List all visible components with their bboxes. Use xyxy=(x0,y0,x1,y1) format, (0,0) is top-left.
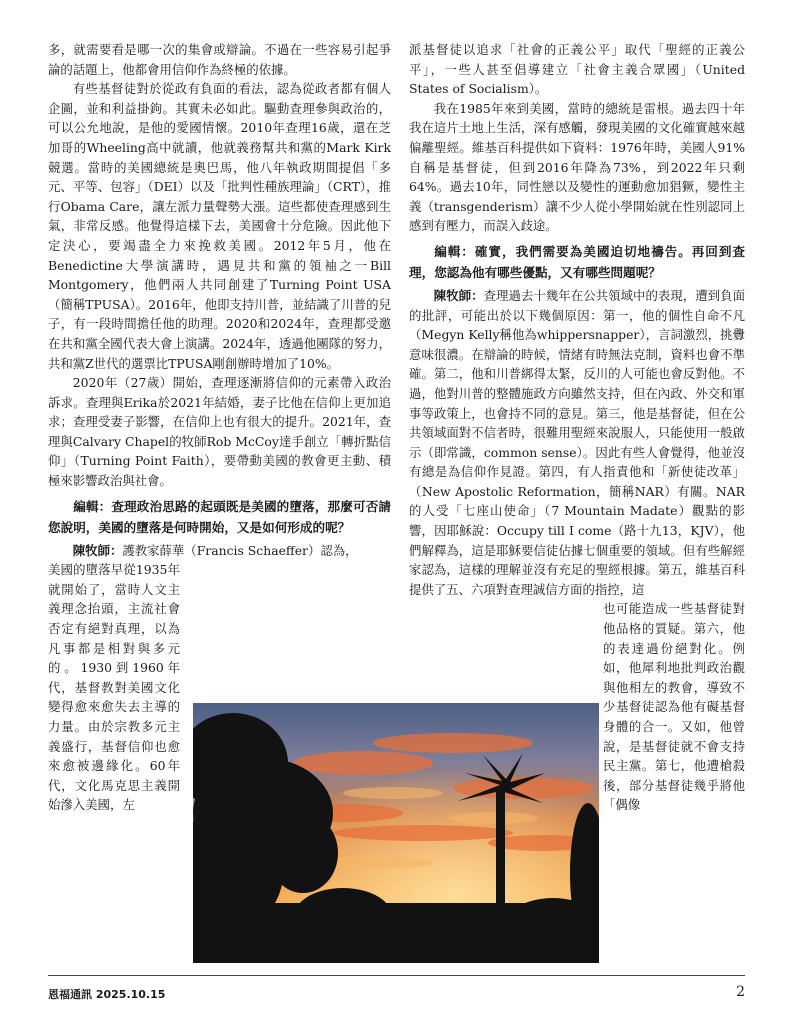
footer-divider xyxy=(48,975,745,976)
speaker-label: 陳牧師： xyxy=(72,542,123,558)
left-paragraph-3: 2020年（27歲）開始，查理逐漸將信仰的元素帶入政治訴求。查理與Erika於2021年結婚，妻子比他在信仰上更加追求；查理受妻子影響，在信仰上也有很大的提升。2021年，查理與Calvary Chapel的牧師Rob McCoy達手創立「轉折點信仰」（Turning Point Faith），要帶動美國的教會更主動、積極來影響政治與社會。 xyxy=(48,375,391,489)
editor-question-2: 編輯：確實，我們需要為美國迫切地禱告。再回到查理，您認為他有哪些優點，又有哪些問題呢？ xyxy=(409,243,745,280)
answer-2 xyxy=(409,286,745,600)
page-number: 2 xyxy=(736,984,745,1000)
publication-footer: 恩福通訊 2025.10.15 xyxy=(48,988,166,1001)
speaker-label: 陳牧師： xyxy=(433,287,484,303)
sunset-landscape-image xyxy=(193,703,599,963)
left-paragraph-2: 有些基督徒對於從政有負面的看法，認為從政者都有個人企圖，並和利益掛鉤。其實未必如此。驅動查理參與政治的，可以公允地說，是他的愛國情懷。2010年查理16歲，還在芝加哥的Wheeling高中就讀，他就義務幫共和黨的Mark Kirk競選。當時的美國總統是奧巴馬，他八年執政期間提倡「多元、平等、包容」（DEI）以及「批判性種族理論」（CRT），推行Obama Care，讓左派力量聲勢大漲。這些都使查理感到生氣，非常反感。他覺得這樣下去，美國會十分危險。因此他下定決心，要竭盡全力來挽救美國。2012年5月，他在Benedictine大學演講時，遇見共和黨的領袖之一Bill Montgomery，他們兩人共同創建了Turning Point USA（簡稱TPUSA）。2016年，他即支持川普，並結識了川普的兒子，有一段時間擔任他的助理。2020和2024年，查理都受邀在共和黨全國代表大會上演講。2024年，透過他團隊的努力，共和黨Z世代的選票比TPUSA剛創辦時增加了10%。 xyxy=(48,81,391,371)
sunset-photo xyxy=(193,703,599,963)
answer-2-wrapped-text: 也可能造成一些基督徒對他品格的質疑。第六，他的表達過份絕對化。例如，他犀利地批判政治觀與他相左的教會，導致不少基督徒認為他有礙基督身體的合一。又如，他曾說，是基督徒就不會支持民主黨。第七，他遭槍殺後，部分基督徒幾乎將他「偶像 xyxy=(603,601,745,813)
left-paragraph-1: 多，就需要看是哪一次的集會或辯論。不過在一些容易引起爭論的話題上，他都會用信仰作為終極的依據。 xyxy=(48,42,391,77)
answer-1-lead xyxy=(48,541,391,561)
right-paragraph-1: 派基督徒以追求「社會的正義公平」取代「聖經的正義公平」，一些人甚至倡導建立「社會主義合眾國」（United States of Socialism）。 xyxy=(409,42,745,97)
answer-1-wrapped-text: 美國的墮落早從1935年就開始了，當時人文主義理念抬頭，主流社會否定有絕對真理，以為凡事都是相對與多元的。1930到1960年代，基督教對美國文化變得愈來愈失去主導的力量。由於宗教多元主義盛行，基督信仰也愈來愈被邊緣化。60年代，文化馬克思主義開始滲入美國，左 xyxy=(48,562,180,813)
answer-1-lead-text: 護教家薛華（Francis Schaeffer）認為， xyxy=(122,542,358,558)
answer-2-text: 查理過去十幾年在公共領域中的表現，遭到負面的批評，可能出於以下幾個原因：第一，他的個性自命不凡（Megyn Kelly稱他為whippersnapper），言詞激烈，挑釁意味很濃。在辯論的時候，情緒有時無法克制，資料也會不準確。第二，他和川普綁得太緊，反川的人可能也會反對他。不過，他對川普的整體施政方向雖然支持，但在內政、外交和軍事等政策上，也會持不同的意見。第三，他是基督徒，但在公共領域面對不信者時，很難用聖經來說服人，只能使用一般啟示（即常識，common sense）。因此有些人會覺得，他並沒有總是為信仰作見證。第四，有人指責他和「新使徒改革」（New Apostolic Reformation，簡稱NAR）有關。NAR的人受「七座山使命」（7 Mountain Madate）觀點的影響，因耶穌說：Occupy till I come（路十九13，KJV），他們解釋為，這是耶穌要信徒佔據七個重要的領域。但有些解經家認為，這樣的理解並沒有充足的聖經根據。第五，維基百科提供了五、六項對查理誠信方面的指控，這 xyxy=(409,287,746,597)
left-column xyxy=(48,40,391,815)
right-paragraph-2: 我在1985年來到美國，當時的總統是雷根。過去四十年我在這片土地上生活，深有感觸，發現美國的文化確實越來越偏離聖經。維基百科提供如下資料：1976年時，美國人91%自稱是基督徒，但到2016年降為73%，到2022年只剩64%。過去10年，同性戀以及變性的運動愈加猖獗，變性主義（transgenderism）讓不少人從小學開始就在性別認同上感到有壓力，而誤入歧途。 xyxy=(409,100,745,234)
editor-question-1: 編輯：查理政治思路的起頭既是美國的墮落，那麼可否請您說明，美國的墮落是何時開始，又是如何形成的呢？ xyxy=(48,498,391,535)
right-column xyxy=(409,40,745,815)
